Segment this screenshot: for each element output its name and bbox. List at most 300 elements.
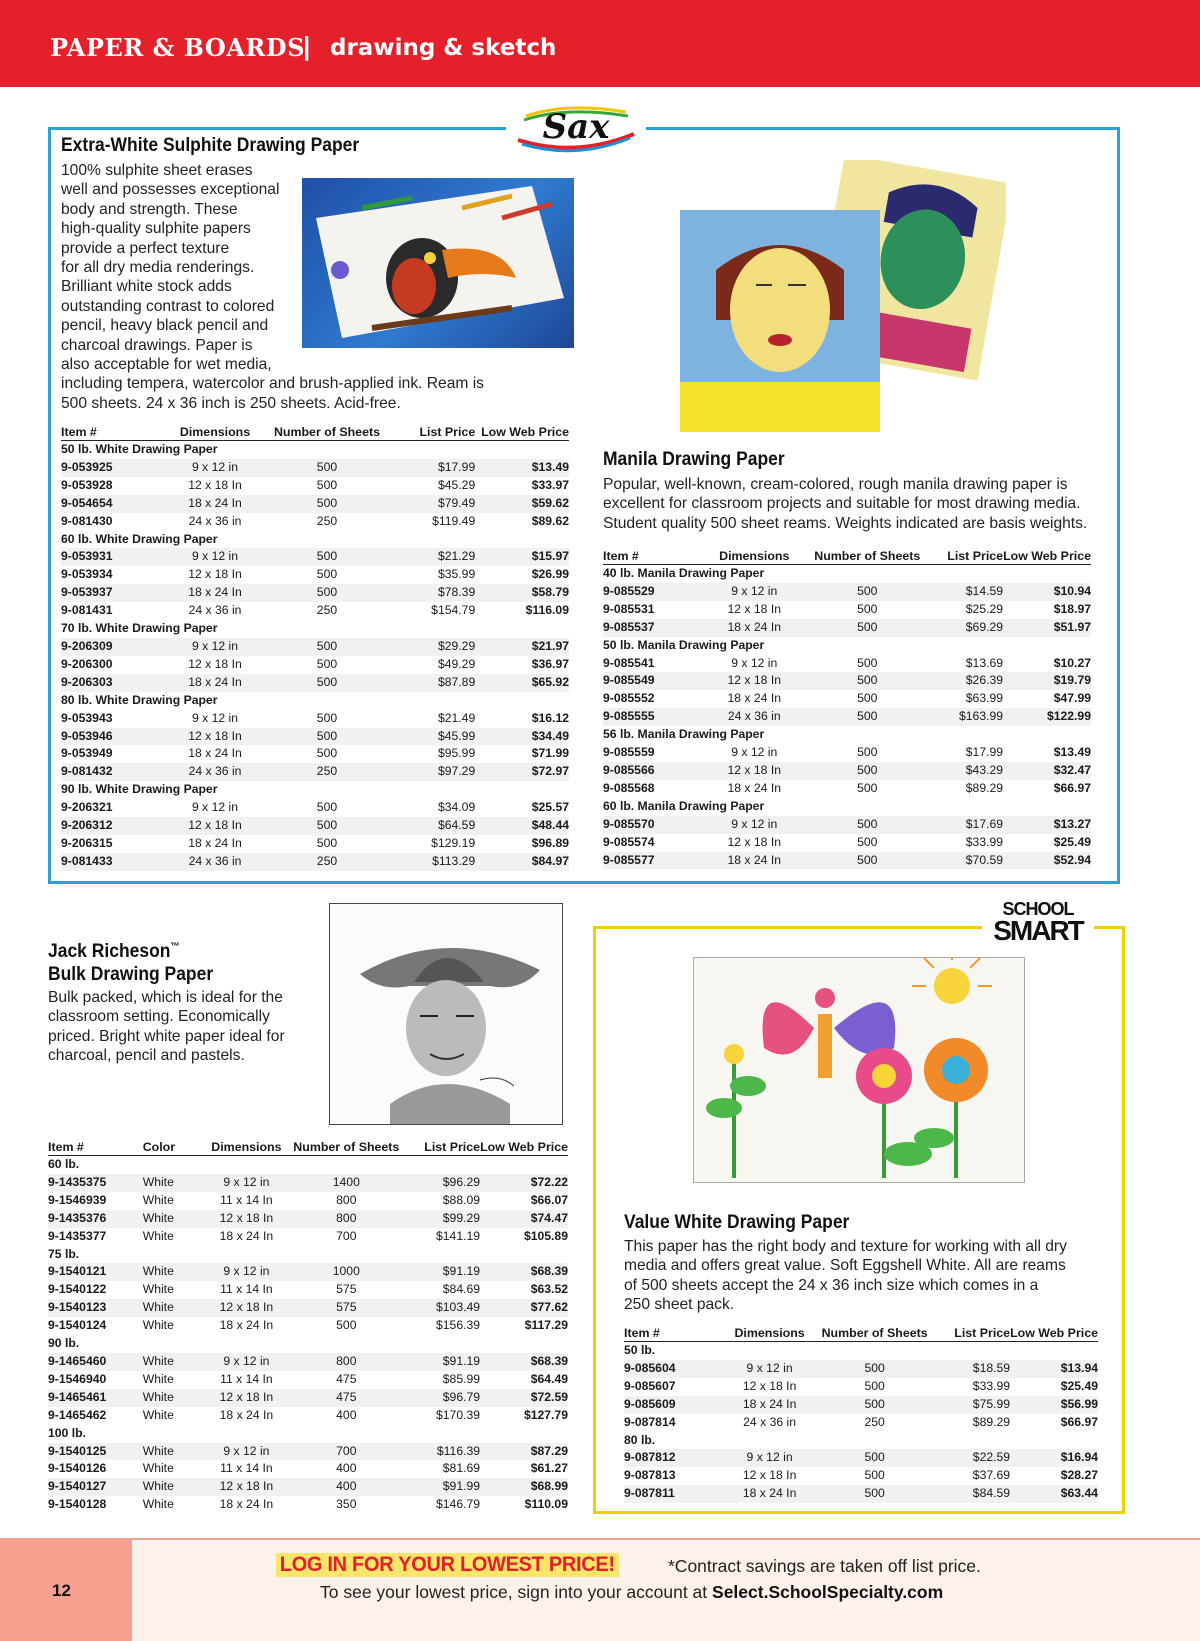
column-header: Item # (61, 424, 156, 441)
web-cell: $21.97 (475, 638, 569, 656)
list-cell: $146.79 (435, 1497, 481, 1512)
group-row (603, 637, 1091, 655)
item-cell[interactable]: 9-053928 (61, 477, 113, 492)
item-cell[interactable]: 9-085552 (603, 691, 655, 706)
dims-cell: 18 x 24 In (188, 835, 242, 850)
list-cell: $99.29 (400, 1210, 480, 1228)
table-row (61, 745, 569, 763)
sheets-cell: 250 (274, 763, 380, 781)
list-cell: $22.59 (928, 1449, 1010, 1467)
web-cell: $48.44 (475, 817, 569, 835)
color-cell: White (143, 1174, 201, 1192)
table-row (48, 1228, 568, 1246)
table-row (61, 853, 569, 871)
richeson-brand: Jack Richeson (48, 941, 171, 962)
list-cell: $17.69 (920, 816, 1003, 834)
dims-cell: 9 x 12 in (200, 1174, 292, 1192)
table-row (603, 708, 1091, 726)
item-cell[interactable]: 9-085577 (603, 852, 694, 870)
sheets-cell: 500 (857, 691, 878, 706)
item-cell[interactable]: 9-053931 (61, 548, 156, 566)
school-smart-logo (982, 900, 1094, 948)
item-cell[interactable]: 9-053925 (61, 459, 156, 477)
item-cell[interactable]: 9-053943 (61, 710, 113, 725)
web-cell: $105.89 (523, 1228, 568, 1243)
table-row (61, 477, 569, 495)
list-cell: $43.29 (920, 762, 1003, 780)
item-cell[interactable]: 9-085604 (624, 1360, 718, 1378)
group-label: 40 lb. Manila Drawing Paper (603, 566, 765, 580)
dims-cell: 12 x 18 In (727, 834, 782, 849)
sheets-cell: 350 (336, 1497, 357, 1512)
list-cell: $63.99 (965, 691, 1004, 706)
item-cell[interactable]: 9-081433 (61, 853, 156, 871)
richeson-price-table (48, 1139, 568, 1514)
table-row (48, 1478, 568, 1496)
table-row (48, 1460, 568, 1478)
list-cell: $103.49 (400, 1299, 480, 1317)
item-cell[interactable]: 9-1540128 (48, 1497, 107, 1512)
web-cell: $77.62 (480, 1299, 568, 1317)
item-cell[interactable]: 9-085574 (603, 834, 655, 849)
table-row (603, 852, 1091, 870)
sheets-cell: 500 (857, 655, 878, 670)
item-cell[interactable]: 9-206315 (61, 835, 113, 850)
group-row (61, 531, 569, 549)
group-row (48, 1156, 568, 1174)
web-cell: $64.49 (530, 1371, 568, 1386)
item-cell[interactable]: 9-085529 (603, 583, 694, 601)
table-row (624, 1378, 1098, 1396)
web-cell: $72.59 (480, 1389, 568, 1407)
dims-cell: 12 x 18 In (188, 567, 242, 582)
dims-cell: 12 x 18 In (156, 817, 274, 835)
table-row (603, 834, 1091, 852)
table-header-row (603, 548, 1091, 565)
dims-cell: 9 x 12 in (200, 1263, 292, 1281)
column-header: Number of Sheets (273, 425, 380, 439)
table-row (61, 495, 569, 513)
list-cell: $45.29 (437, 477, 476, 492)
item-cell[interactable]: 9-087811 (624, 1485, 718, 1503)
color-cell: White (142, 1318, 174, 1333)
web-cell: $116.09 (525, 603, 569, 618)
table-row (603, 816, 1091, 834)
group-row (61, 441, 569, 459)
item-cell[interactable]: 9-1540123 (48, 1299, 143, 1317)
description-line: charcoal, pencil and pastels. (48, 1047, 245, 1065)
sheets-cell: 500 (316, 477, 338, 492)
color-cell: White (142, 1192, 174, 1207)
item-cell[interactable]: 9-085566 (603, 762, 694, 780)
item-cell[interactable]: 9-054654 (61, 495, 156, 513)
dims-cell: 18 x 24 In (718, 1396, 822, 1414)
web-cell: $13.27 (1003, 816, 1091, 834)
list-cell: $141.19 (435, 1228, 481, 1243)
login-callout[interactable]: LOG IN FOR YOUR LOWEST PRICE! (276, 1553, 619, 1577)
sheets-cell: 575 (336, 1282, 357, 1297)
site-link[interactable]: Select.SchoolSpecialty.com (712, 1582, 944, 1602)
dims-cell: 18 x 24 In (727, 780, 782, 795)
web-cell: $36.97 (531, 656, 569, 671)
page-header (0, 0, 1200, 87)
list-cell: $119.49 (432, 513, 476, 528)
web-cell: $13.94 (1010, 1360, 1098, 1378)
dims-cell: 9 x 12 in (731, 745, 778, 760)
dims-cell: 11 x 14 In (220, 1282, 273, 1297)
table-header-row (61, 424, 569, 441)
dims-cell: 24 x 36 in (188, 513, 242, 528)
item-cell[interactable]: 9-087814 (624, 1414, 676, 1429)
sheets-cell: 475 (336, 1371, 357, 1386)
color-cell: White (143, 1443, 201, 1461)
list-cell: $84.59 (928, 1485, 1010, 1503)
description-line: also acceptable for wet media, (61, 356, 272, 374)
web-cell: $68.39 (480, 1353, 568, 1371)
item-cell[interactable]: 9-085568 (603, 780, 655, 795)
sheets-cell: 500 (316, 656, 338, 671)
sheets-cell: 500 (814, 762, 920, 780)
richeson-description (48, 988, 285, 1066)
dims-cell: 11 x 14 In (220, 1192, 273, 1207)
description-line: 500 sheets. 24 x 36 inch is 250 sheets. Acid-free. (61, 394, 401, 412)
dims-cell: 12 x 18 In (188, 477, 242, 492)
dims-cell: 18 x 24 In (219, 1407, 274, 1422)
item-cell[interactable]: 9-1435376 (48, 1210, 143, 1228)
web-cell: $25.57 (531, 800, 569, 815)
column-header: List Price (400, 1139, 480, 1156)
item-cell[interactable]: 9-206321 (61, 800, 113, 815)
column-header: List Price (928, 1325, 1010, 1342)
sheets-cell: 400 (292, 1478, 400, 1496)
description-line: body and strength. These (61, 200, 238, 218)
item-cell[interactable]: 9-085570 (603, 816, 694, 834)
list-cell: $87.89 (380, 674, 475, 692)
table-row (48, 1353, 568, 1371)
web-cell: $117.29 (524, 1318, 568, 1333)
sheets-cell: 250 (864, 1414, 885, 1429)
group-label: 70 lb. White Drawing Paper (61, 621, 218, 636)
contract-note: *Contract savings are taken off list price. (668, 1556, 981, 1576)
dims-cell: 18 x 24 In (219, 1318, 274, 1333)
list-cell: $91.99 (400, 1478, 480, 1496)
color-cell: White (142, 1371, 174, 1386)
item-cell[interactable]: 9-085607 (624, 1378, 676, 1393)
web-cell: $26.99 (531, 567, 569, 582)
color-cell: White (143, 1353, 201, 1371)
dims-cell: 12 x 18 In (727, 601, 782, 616)
web-cell: $18.97 (1053, 601, 1091, 616)
table-row (61, 638, 569, 656)
sheets-cell: 500 (274, 674, 380, 692)
item-cell[interactable]: 9-1540121 (48, 1263, 143, 1281)
item-cell[interactable]: 9-206303 (61, 674, 156, 692)
list-cell: $35.99 (437, 567, 476, 582)
portrait-drawings-image (676, 160, 1006, 436)
color-cell: White (142, 1228, 174, 1243)
sheets-cell: 250 (274, 853, 380, 871)
dims-cell: 9 x 12 in (191, 800, 239, 815)
list-cell: $97.29 (380, 763, 475, 781)
item-cell[interactable]: 9-053937 (61, 584, 156, 602)
list-cell: $154.79 (431, 603, 476, 618)
description-line: for all dry media renderings. (61, 259, 255, 277)
item-cell[interactable]: 9-085559 (603, 745, 655, 760)
table-row (61, 835, 569, 853)
dims-cell: 18 x 24 In (156, 584, 274, 602)
sheets-cell: 250 (316, 513, 338, 528)
web-cell: $66.07 (530, 1192, 568, 1207)
item-cell[interactable]: 9-085555 (603, 708, 694, 726)
web-cell: $51.97 (1003, 619, 1091, 637)
manila-price-table (603, 548, 1091, 869)
dims-cell: 9 x 12 in (200, 1443, 292, 1461)
group-label: 80 lb. White Drawing Paper (61, 692, 218, 707)
item-cell[interactable]: 9-1465461 (48, 1389, 143, 1407)
list-cell: $14.59 (920, 583, 1003, 601)
table-row (61, 548, 569, 566)
sheets-cell: 500 (814, 816, 920, 834)
item-cell[interactable]: 9-087813 (624, 1468, 676, 1483)
table-row (48, 1281, 568, 1299)
table-row (624, 1485, 1098, 1503)
group-row (603, 565, 1091, 583)
color-cell: White (142, 1497, 174, 1512)
color-cell: White (142, 1461, 174, 1476)
web-cell: $61.27 (530, 1461, 568, 1476)
dims-cell: 18 x 24 In (156, 495, 274, 513)
table-row (624, 1414, 1098, 1432)
table-row (603, 780, 1091, 798)
sulphite-price-table (61, 424, 569, 871)
sheets-cell: 500 (336, 1318, 357, 1333)
sheets-cell: 500 (316, 800, 338, 815)
group-row (61, 781, 569, 799)
table-row (61, 459, 569, 477)
description-line: Brilliant white stock adds (61, 278, 232, 296)
table-row (603, 601, 1091, 619)
table-row (48, 1496, 568, 1514)
column-header: Dimensions (718, 1325, 822, 1342)
column-header: Number of Sheets (821, 1326, 928, 1340)
web-cell: $71.99 (531, 746, 569, 761)
list-cell: $89.29 (965, 780, 1004, 795)
sheets-cell: 800 (336, 1192, 357, 1207)
item-cell[interactable]: 9-085541 (603, 655, 655, 670)
group-label: 80 lb. (624, 1432, 656, 1447)
sheets-cell: 500 (274, 495, 380, 513)
school-smart-logo-line2: SMART (993, 915, 1083, 946)
list-cell: $69.29 (920, 619, 1003, 637)
table-row (603, 690, 1091, 708)
group-row (624, 1342, 1098, 1360)
dims-cell: 12 x 18 In (156, 728, 274, 746)
list-cell: $21.49 (437, 710, 476, 725)
table-row (603, 672, 1091, 690)
web-cell: $68.99 (480, 1478, 568, 1496)
list-cell: $79.49 (380, 495, 475, 513)
sheets-cell: 500 (274, 584, 380, 602)
header-separator: | (303, 31, 311, 61)
table-row (603, 744, 1091, 762)
list-cell: $21.29 (380, 548, 475, 566)
column-header: Dimensions (156, 424, 274, 441)
web-cell: $84.97 (475, 853, 569, 871)
dims-cell: 9 x 12 in (718, 1449, 822, 1467)
list-cell: $17.99 (965, 745, 1004, 760)
list-cell: $163.99 (920, 708, 1003, 726)
web-cell: $15.97 (475, 548, 569, 566)
web-cell: $127.79 (523, 1407, 568, 1422)
description-line: 100% sulphite sheet erases (61, 162, 253, 179)
web-cell: $16.12 (531, 710, 569, 725)
item-cell[interactable]: 9-1540125 (48, 1443, 143, 1461)
web-cell: $34.49 (475, 728, 569, 746)
sax-logo (506, 100, 646, 156)
item-cell[interactable]: 9-053946 (61, 728, 156, 746)
column-header: List Price (380, 424, 475, 441)
web-cell: $47.99 (1053, 691, 1091, 706)
description-line: Popular, well-known, cream-colored, rough manila drawing paper is (603, 476, 1068, 493)
description-line: 250 sheet pack. (624, 1296, 735, 1314)
web-cell: $72.97 (475, 763, 569, 781)
color-cell: White (143, 1299, 201, 1317)
sheets-cell: 500 (316, 710, 338, 725)
richeson-title-line2: Bulk Drawing Paper (48, 964, 214, 985)
description-line: charcoal drawings. Paper is (61, 336, 253, 354)
table-row (61, 799, 569, 817)
list-cell: $84.69 (442, 1282, 481, 1297)
item-cell[interactable]: 9-087812 (624, 1449, 718, 1467)
sax-logo-icon (506, 100, 646, 156)
group-label: 56 lb. Manila Drawing Paper (603, 727, 765, 742)
list-cell: $91.19 (400, 1353, 480, 1371)
group-label: 60 lb. White Drawing Paper (61, 531, 218, 546)
column-header: Color (143, 1139, 201, 1156)
group-label: 75 lb. (48, 1246, 80, 1261)
group-label: 60 lb. (48, 1157, 80, 1171)
value-white-title: Value White Drawing Paper (624, 1212, 850, 1233)
item-cell[interactable]: 9-053949 (61, 746, 113, 761)
item-cell[interactable]: 9-1540126 (48, 1461, 107, 1476)
sulphite-title: Extra-White Sulphite Drawing Paper (61, 135, 360, 156)
item-cell[interactable]: 9-081431 (61, 603, 113, 618)
item-cell[interactable]: 9-1540124 (48, 1318, 107, 1333)
color-cell: White (143, 1263, 201, 1281)
group-label: 90 lb. White Drawing Paper (61, 782, 218, 797)
item-cell[interactable]: 9-1546940 (48, 1371, 107, 1386)
web-cell: $74.47 (480, 1210, 568, 1228)
web-cell: $10.27 (1053, 655, 1091, 670)
group-row (603, 726, 1091, 744)
web-cell: $58.79 (475, 584, 569, 602)
list-cell: $129.19 (431, 835, 476, 850)
group-row (603, 798, 1091, 816)
table-row (624, 1396, 1098, 1414)
column-header: List Price (920, 548, 1003, 565)
item-cell[interactable]: 9-053934 (61, 567, 113, 582)
sheets-cell: 1400 (292, 1174, 400, 1192)
sheets-cell: 400 (336, 1461, 357, 1476)
item-cell[interactable]: 9-1546939 (48, 1192, 107, 1207)
item-cell[interactable]: 9-1465460 (48, 1353, 143, 1371)
list-cell: $17.99 (380, 459, 475, 477)
sheets-cell: 500 (814, 708, 920, 726)
dims-cell: 9 x 12 in (694, 583, 814, 601)
list-cell: $29.29 (380, 638, 475, 656)
column-header: Number of Sheets (293, 1140, 400, 1154)
list-cell: $45.99 (380, 728, 475, 746)
description-line: provide a perfect texture (61, 239, 230, 257)
sheets-cell: 500 (274, 817, 380, 835)
table-row (624, 1360, 1098, 1378)
item-cell[interactable]: 9-1540122 (48, 1282, 107, 1297)
list-cell: $70.59 (920, 852, 1003, 870)
list-cell: $33.99 (972, 1378, 1011, 1393)
item-cell[interactable]: 9-206312 (61, 817, 156, 835)
group-row (48, 1425, 568, 1443)
dims-cell: 12 x 18 In (200, 1299, 292, 1317)
item-cell[interactable]: 9-1435377 (48, 1228, 107, 1243)
list-cell: $116.39 (400, 1443, 480, 1461)
dims-cell: 9 x 12 in (191, 710, 239, 725)
dims-cell: 18 x 24 In (694, 852, 814, 870)
list-cell: $34.09 (437, 800, 476, 815)
column-header: Low Web Price (480, 1140, 568, 1154)
description-line: excellent for classroom projects and suitable for most drawing media. (603, 495, 1081, 513)
sheets-cell: 500 (857, 834, 878, 849)
web-cell: $66.97 (1053, 780, 1091, 795)
web-cell: $10.94 (1003, 583, 1091, 601)
item-cell[interactable]: 9-1540127 (48, 1478, 143, 1496)
item-cell[interactable]: 9-1435375 (48, 1174, 143, 1192)
item-cell[interactable]: 9-085609 (624, 1396, 718, 1414)
dims-cell: 11 x 14 In (220, 1371, 273, 1386)
item-cell[interactable]: 9-085549 (603, 672, 694, 690)
description-line: priced. Bright white paper ideal for (48, 1027, 285, 1045)
table-row (61, 817, 569, 835)
list-cell: $18.59 (928, 1360, 1010, 1378)
web-cell: $25.49 (1060, 1378, 1098, 1393)
web-cell: $59.62 (475, 495, 569, 513)
table-row (48, 1263, 568, 1281)
item-cell[interactable]: 9-081430 (61, 513, 113, 528)
footer-divider (132, 1538, 1200, 1540)
item-cell[interactable]: 9-085531 (603, 601, 655, 616)
item-cell[interactable]: 9-206300 (61, 656, 113, 671)
column-header: Low Web Price (475, 424, 569, 441)
web-cell: $89.62 (531, 513, 569, 528)
web-cell: $63.44 (1010, 1485, 1098, 1503)
list-cell: $75.99 (928, 1396, 1010, 1414)
item-cell[interactable]: 9-206309 (61, 638, 156, 656)
item-cell[interactable]: 9-085537 (603, 619, 694, 637)
web-cell: $66.97 (1060, 1414, 1098, 1429)
sheets-cell: 575 (292, 1299, 400, 1317)
web-cell: $28.27 (1060, 1468, 1098, 1483)
description-line: media and offers great value. Soft Eggshell White. All are reams (624, 1257, 1066, 1275)
column-header: Low Web Price (1003, 549, 1091, 563)
item-cell[interactable]: 9-1465462 (48, 1407, 107, 1422)
value-white-price-table (624, 1325, 1098, 1503)
dims-cell: 9 x 12 in (718, 1360, 822, 1378)
sheets-cell: 500 (316, 746, 338, 761)
list-cell: $170.39 (435, 1407, 481, 1422)
table-row (48, 1389, 568, 1407)
item-cell[interactable]: 9-081432 (61, 763, 156, 781)
table-header-row (624, 1325, 1098, 1342)
table-row (48, 1443, 568, 1461)
